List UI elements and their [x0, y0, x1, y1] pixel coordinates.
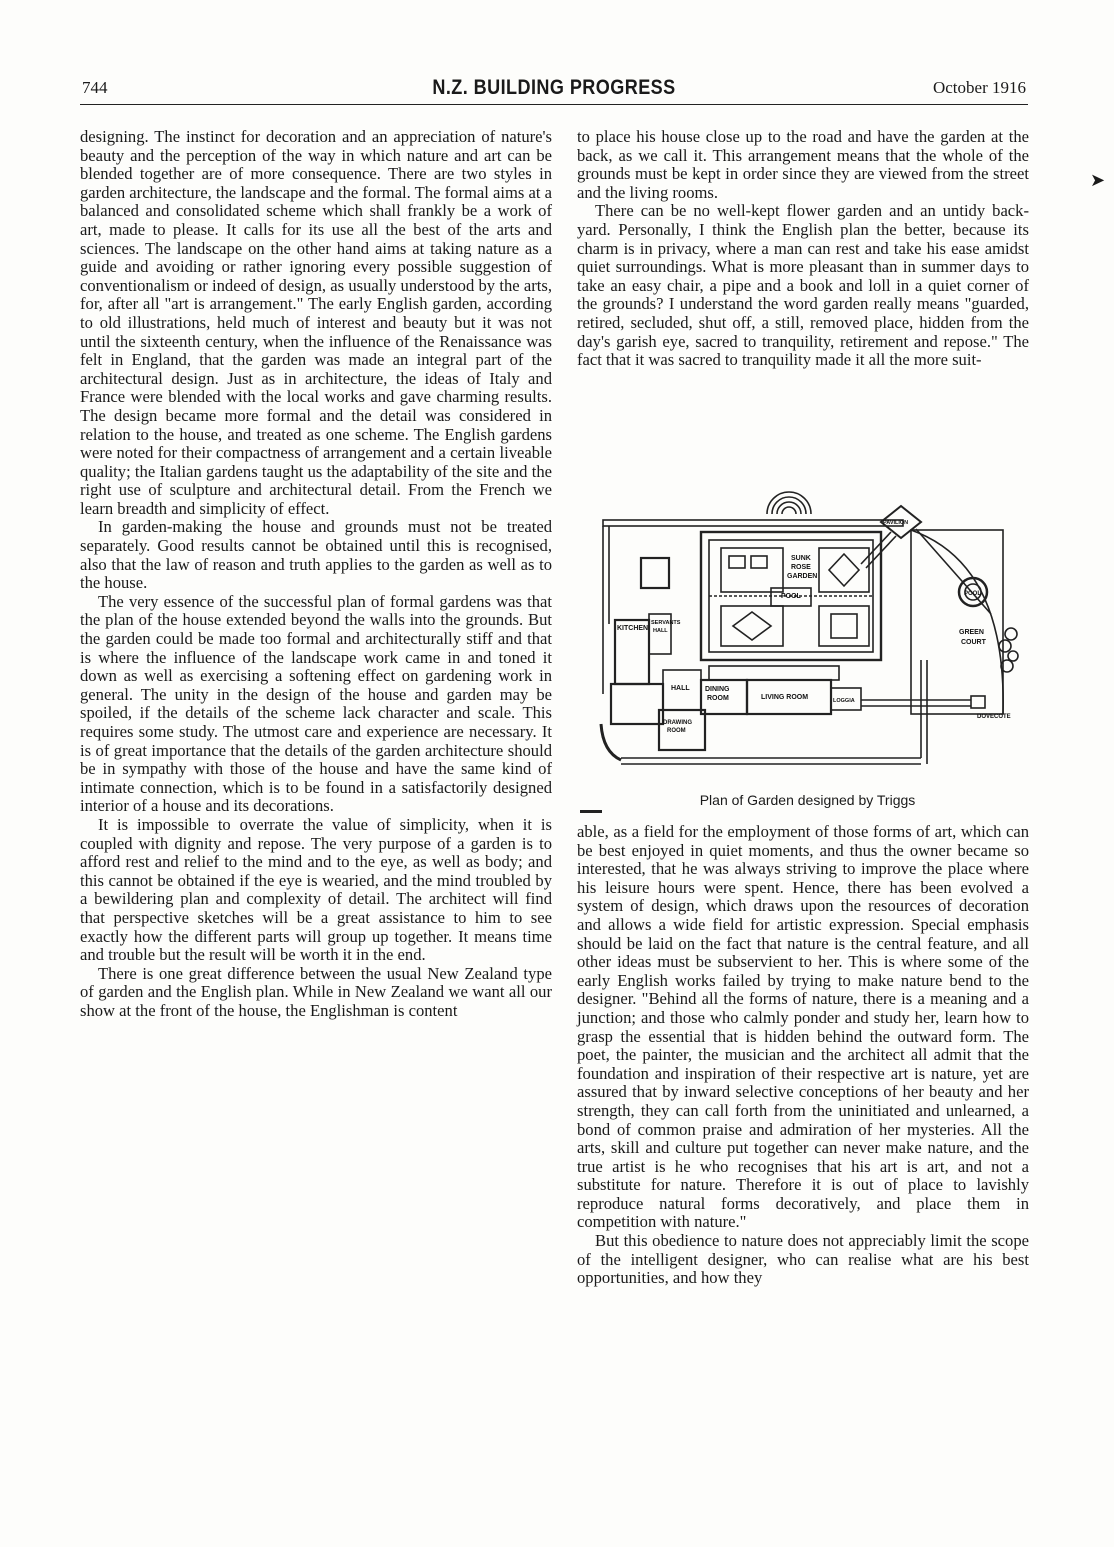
- right-column-bottom: [577, 823, 1029, 1288]
- plan-label: POOL: [781, 593, 801, 600]
- plan-label: ROOM: [707, 695, 729, 702]
- page-header: [82, 76, 1026, 102]
- figure-caption: Plan of Garden designed by Triggs: [699, 792, 916, 808]
- plan-label: DOVECOTE: [977, 714, 1011, 720]
- right-column-top: [577, 128, 1029, 370]
- plan-label: POOL: [964, 591, 982, 597]
- plan-label: ROOM: [667, 728, 686, 734]
- paragraph: designing. The instinct for decoration and an appreciation of nature's beauty and the perception of the way in which nature and art can be blended together are of more consequence. There are two styles in garden architecture, the landscape and the formal. The formal aims at a balanced and consolidated scheme which shall frankly be a work of art, made to please. It calls for its use all the best of the arts and sciences. The landscape on the other hand aims at taking nature as a guide and avoiding or rather ignoring every possible suggestion of conventionalism or indeed of design, as usually understood by the arts, for, after all "art is arrangement." The early English garden, according to old illustrations, held much of interest and beauty but it was not until the sixteenth century, when the influence of the Renaissance was felt in England, that the garden was made an integral part of the architectural design. Just as in architecture, the ideas of Italy and France were blended with the local works and gave charming results. The design became more formal and the detail was considered in relation to the house, and treated as one scheme. The English gardens were noted for their compactness of arrangement and a certain liveable quality; the Italian gardens taught us the adaptability of the site and the right use of sculpture and architectural detail. From the French we learn breadth and simplicity of effect.: [80, 127, 552, 518]
- plan-label: GARDEN: [787, 573, 818, 580]
- plan-label: HALL: [671, 685, 690, 692]
- plan-label: COURT: [961, 639, 986, 646]
- plan-label: LOGGIA: [833, 698, 855, 704]
- paragraph: to place his house close up to the road and have the garden at the back, as we call it. This arrangement means that the whole of the grounds must be kept in order since they are viewed from the street and the living rooms.: [577, 127, 1029, 202]
- plan-label: SUNK: [791, 555, 811, 562]
- paragraph: There is one great difference between the usual New Zealand type of garden and the English plan. While in New Zealand we want all our show at the front of the house, the Englishman is content: [80, 963, 552, 1020]
- plan-label: LIVING ROOM: [761, 694, 809, 701]
- caption-rule: [580, 810, 602, 813]
- page-number: 744: [82, 78, 108, 97]
- paragraph: It is impossible to overrate the value of simplicity, when it is coupled with dignity and repose. The very purpose of a garden is to afford rest and relief to the mind and to the eye, as well as body; and this cannot be obtained if the eye is wearied, and the mind troubled by a bewildering plan and complexity of detail. The architect will find that perspective sketches will be a great assistance to him to see exactly how the different parts will group up together. It means time and trouble but the result will be worth it in the end.: [80, 814, 552, 965]
- header-rule: [80, 104, 1028, 105]
- margin-mark-icon: ➤: [1090, 170, 1106, 190]
- paragraph: The very essence of the successful plan of formal gardens was that the plan of the house extended beyond the walls into the grounds. But the garden could be made too formal and architecturally stiff and that is where the influence of the landscape work came in and toned it down as well as exercising a softening effect on gardening work in general. The unity in the design of the house and garden may be spoiled, if the details of the scheme lack character and scale. This requires some study. The utmost care and experience are necessary. It is of great importance that the details of the garden architecture should be in sympathy with those of the house and have the same kind of intimate connection, which is to be found in a satisfactorily designed interior of a house and its decorations.: [80, 591, 552, 816]
- issue-date: October 1916: [932, 78, 1026, 97]
- plan-label: PAVILION: [883, 520, 909, 526]
- paragraph: There can be no well-kept flower garden and an untidy back-yard. Personally, I think the English plan the better, because its charm is in privacy, where a man can rest and take his ease amidst quiet surroundings. What is more pleasant than in summer days to take an easy chair, a pipe and a book and loll in a quiet corner of the grounds? I understand the word garden really means "guarded, retired, secluded, shut off, a still, removed place, hidden from the day's garish eye, sacred to tranquility, retirement and repose." The fact that it was sacred to tranquility made it all the more suit-: [577, 201, 1029, 370]
- paragraph: But this obedience to nature does not appreciably limit the scope of the intelligent designer, who can realise what are his best opportunities, and how they: [577, 1231, 1029, 1288]
- plan-label: ROSE: [791, 564, 811, 571]
- paragraph: able, as a field for the employment of those forms of art, which can be best enjoyed in quiet moments, and thus the owner became so interested, that he was always striving to improve the place where his leisure hours were spent. Hence, there has been evolved a system of design, which draws upon the resources of decoration and allows a wide field for artistic expression. Special emphasis should be laid on the fact that nature is the central feature, and all other ideas must be subservient to her. This is where some of the early English works failed by trying to make nature bend to the designer. "Behind all the forms of nature, there is a meaning and a junction; and those who calmly ponder and study her, learn how to grasp the essential that is hidden behind the outward form. The poet, the painter, the musician and the architect all admit that the foundation and inspiration of their respective art is nature, yet are assured that by inward selective conceptions of her beauty and her strength, they can call forth from the uninitiated and unlearned, a bond of common praise and admiration of her mysteries. All the arts, skill and culture put together can never make nature, and the true artist is he who recognises that his art is art, and not a substitute for nature. Therefore it is out of place to lavishly reproduce natural forms decoratively, and place them in competition with nature.": [577, 822, 1029, 1232]
- plan-label: GREEN: [959, 629, 984, 636]
- garden-plan-figure: [591, 484, 1024, 780]
- plan-label: DINING: [705, 686, 730, 693]
- plan-label: KITCHEN: [617, 625, 649, 632]
- plan-label: DRAWING: [663, 720, 692, 726]
- masthead-title: N.Z. BUILDING PROGRESS: [432, 76, 676, 99]
- plan-label: SERVANTS: [651, 620, 681, 626]
- plan-label: HALL: [653, 628, 668, 634]
- left-column: [80, 128, 552, 1021]
- paragraph: In garden-making the house and grounds must not be treated separately. Good results cannot be obtained until this is recognised, also that the law of reason and truth applies to the garden as well as to the house.: [80, 517, 552, 593]
